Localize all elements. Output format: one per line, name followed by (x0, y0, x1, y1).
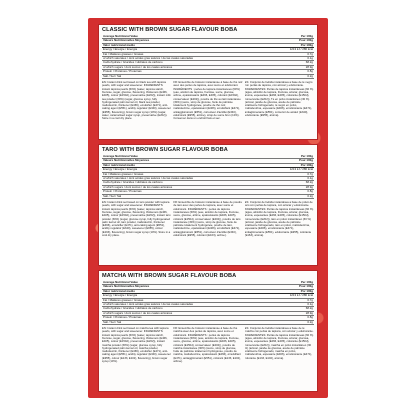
nutrient-value: 0.1g (286, 57, 314, 61)
nutrient-value: 0.8g (286, 190, 314, 194)
nutrition-header-label: Valeurs Nutritionnelles Moyennes (102, 159, 286, 163)
nutrient-name: of which saturates / dont acides gras saturés / de las cuales saturadas (102, 177, 286, 181)
nutrient-value: 0.8g (286, 316, 314, 320)
nutrient-value: 0.8g (286, 70, 314, 74)
ingredients-es: ES: Conjunto de bebida instantánea a base de té matcha con perlas de tapioca, con azúcar y edulcorante. INGREDIENTES: Perlas de tapioca instantáneas (60 %) (agua, almidón de tapioca, fructosa, azúcar, glucosa, aroma, espesantes (E466, E405), colorante (E150d), conservante (E202)), matcha en polvo instantáneo (30 %) (azúcar, jarabe de glucosa, aceite de palmiste totalmente hidrogenado, matcha en polvo, maltodextrina, espesante (E466), emulsionante (E471), colorante (E133, E102), aroma). (244, 327, 314, 360)
nutrition-row (102, 74, 314, 78)
ingredients-en: EN: Instant drink set based on black tea with tapioca pearls, with sugar and sweetener. INGREDIENTS: instant tapioca pearls (60%) (water, tapioca starch, fructose, sugar, glucose, flavouring, thickeners (E466, E405), colour (E150d), preservative (E202)), instant milk tea powder (30%) (sugar, glucose syrup, fully hydrogenated palm kernel oil, black tea powder, maltodextrin, thickener (E466), emulsifier (E471), anti-caking agent (E551), acidity regulator (E340), sweetener (E955), flavouring), brown sugar syrup (10%) (sugar, water, caramelised sugar syrup, preservative (E202)). Store in a cool dry place. (102, 81, 171, 121)
ingredients-en: EN: Instant drink set based on taro powder with tapioca pearls, with sugar and sweetener. INGREDIENTS: instant tapioca pearls (60%) (water, tapioca starch, fructose, sugar, glucose, flavouring, thickeners (E466, E405), colour (E150d), preservative (E202)), instant taro powder (30%) (sugar, glucose syrup, fully hydrogenated palm kernel oil, taro powder, maltodextrin, thickener (E466), emulsifier (E471), anti-caking agent (E551), acidity regulator (E340), sweetener (E955), colour (E163), flavouring), brown sugar syrup (10%). Store in a cool dry place. (102, 201, 171, 238)
nutrient-name: Carbohydrate / Glucides / Hidratos de carbono (102, 307, 286, 311)
nutrition-per-label: Por 100g (286, 289, 314, 293)
nutrient-name: Fat / Matières grasses / Grasas (102, 52, 286, 56)
nutrient-name: of which sugars / dont sucres / de los cuales azúcares (102, 185, 286, 189)
nutrition-per-label: Per 100g (286, 281, 314, 285)
nutrient-name: Fat / Matières grasses / Grasas (102, 298, 286, 302)
product-panel-matcha (98, 270, 318, 392)
product-panel-classic (98, 24, 318, 140)
nutrient-value: 68.2g (286, 307, 314, 311)
nutrient-name: of which sugars / dont sucres / de los cuales azúcares (102, 311, 286, 315)
nutrient-name: of which saturates / dont acides gras saturés / de las cuales saturadas (102, 303, 286, 307)
nutrient-name: Salt / Sel / Sal (102, 320, 286, 324)
nutrition-per-label: Pour 100g (286, 285, 314, 289)
product-title: TARO WITH BROWN SUGAR FLAVOUR BOBA (102, 147, 228, 153)
nutrient-name: Fat / Matières grasses / Grasas (102, 172, 286, 176)
nutrition-row (102, 194, 314, 198)
ingredients-fr: FR: Ensemble de boisson instantanée à base de poudre de taro avec des perles de tapioca, avec sucre et édulcorant. INGRÉDIENTS : perles de tapioca instantanées (60%) (eau, amidon de tapioca, fructose, sucre, glucose, arôme, épaississants (E466, E405), colorant (E150d), conservateur (E202)), poudre de taro instantanée (30%) (sucre, sirop de glucose, huile de palmiste totalement hydrogénée, poudre de taro, maltodextrine, épaississant (E466), émulsifiant (E471), antiagglomérant (E551), correcteur d'acidité (E340), édulcorant (E955), colorant (E163), arôme). (173, 201, 242, 238)
nutrient-value: 0.2g (286, 194, 314, 198)
nutrient-value: 1213 kJ / 286 kcal (286, 294, 314, 298)
nutrient-name: Salt / Sel / Sal (102, 194, 286, 198)
nutrition-per-label: Per 100g (286, 35, 314, 39)
nutrient-value: 0.7g (286, 172, 314, 176)
nutrient-name: Energy / Énergie / Energía (102, 294, 286, 298)
nutrition-per-label: Pour 100g (286, 39, 314, 43)
nutrient-value: 28.9g (286, 185, 314, 189)
nutrition-header-label: Average Nutritional Value (102, 281, 286, 285)
ingredient-columns (102, 201, 314, 262)
nutrient-value: 1213 kJ / 286 kcal (286, 168, 314, 172)
ingredients-es: ES: Conjunto de bebida instantánea a base de polvo de taro con perlas de tapioca, con azúcar y edulcorante. INGREDIENTES: Perlas de tapioca instantáneas (60 %) (agua, almidón de tapioca, fructosa, azúcar, glucosa, aroma, espesantes (E466, E405), colorante (E150d), conservante (E202)), taro en polvo instantáneo (30 %) (azúcar, jarabe de glucosa, aceite de palmiste totalmente hidrogenado, taro en polvo, maltodextrina, espesante (E466), emulsionante (E471), antiaglomerante (E551), edulcorante (E955), colorante (E163), aroma). (244, 201, 314, 238)
nutrition-per-label: Per 100g (286, 155, 314, 159)
nutrient-name: Protein / Protéines / Proteínas (102, 316, 286, 320)
nutrient-value: 0.1g (286, 177, 314, 181)
nutrition-header-label: Valeurs Nutritionnelles Moyennes (102, 39, 286, 43)
product-title: MATCHA WITH BROWN SUGAR FLAVOUR BOBA (102, 273, 237, 279)
nutrient-name: Energy / Énergie / Energía (102, 168, 286, 172)
nutrient-value: 28.9g (286, 311, 314, 315)
nutrient-name: Carbohydrate / Glucides / Hidratos de carbono (102, 61, 286, 65)
nutrition-per-label: Pour 100g (286, 159, 314, 163)
nutrient-value: 0.2g (286, 320, 314, 324)
ingredient-columns (102, 81, 314, 136)
product-panel-taro (98, 144, 318, 266)
nutrition-per-label: Por 100g (286, 163, 314, 167)
nutrient-value: 68.2g (286, 61, 314, 65)
nutrient-value: 28.9g (286, 65, 314, 69)
nutrient-value: 0.1g (286, 303, 314, 307)
nutrient-name: Energy / Énergie / Energía (102, 48, 286, 52)
nutrition-header-label: Valeurs Nutritionnelles Moyennes (102, 285, 286, 289)
nutrition-header-label: Average Nutritional Value (102, 35, 286, 39)
nutrient-name: Salt / Sel / Sal (102, 74, 286, 78)
ingredient-columns (102, 327, 314, 388)
nutrition-per-label: Por 100g (286, 43, 314, 47)
nutrient-name: Protein / Protéines / Proteínas (102, 190, 286, 194)
nutrition-table (102, 155, 314, 199)
label-sheet (88, 18, 328, 398)
nutrition-header-label: Valor nutricional medio (102, 289, 286, 293)
nutrient-name: of which saturates / dont acides gras saturés / de las cuales saturadas (102, 57, 286, 61)
ingredients-fr: FR: Ensemble de boisson instantanée à base de thé noir avec des perles de tapioca, avec sucre et édulcorant. INGRÉDIENTS : perles de tapioca instantanées (60%) (eau, amidon de tapioca, fructose, sucre, glucose, arôme, épaississants (E466, E405), colorant (E150d), conservateur (E202)), poudre de thé au lait instantanée (30%) (sucre, sirop de glucose, huile de palmiste totalement hydrogénée, poudre de thé noir, maltodextrine, épaississant (E466), émulsifiant (E471), antiagglomérant (E551), correcteur d'acidité (E340), édulcorant (E955), arôme), sirop de sucre brun (10%). Conserver dans un endroit frais et sec. (173, 81, 243, 121)
nutrition-header-label: Valor nutricional medio (102, 163, 286, 167)
nutrition-table (102, 281, 314, 325)
nutrition-header-label: Average Nutritional Value (102, 155, 286, 159)
ingredients-es: ES: Conjunto de bebida instantánea a base de té negro con perlas de tapioca, con azúcar y edulcorante. INGREDIENTES: Perlas de tapioca instantáneas (60 %) (agua, almidón de tapioca, fructosa, azúcar, glucosa, aroma, espesantes (E466, E405), colorante (E150d), conservante (E202)), Té en polvo instantáneo (30 %) (azúcar, jarabe de glucosa, aceite de palmiste totalmente hidrogenado, té negro en polvo, maltodextrina, espesante (E466), emulsionante (E471), antiaglomerante (E551), corrector de acidez (E340), edulcorante (E955), aroma). (244, 81, 314, 118)
nutrient-name: Carbohydrate / Glucides / Hidratos de carbono (102, 181, 286, 185)
nutrient-value: 0.7g (286, 52, 314, 56)
nutrient-value: 0.7g (286, 298, 314, 302)
product-title: CLASSIC WITH BROWN SUGAR FLAVOUR BOBA (102, 27, 238, 33)
ingredients-en: EN: Instant drink set based on matcha tea with tapioca pearls, with sugar and sweetener. INGREDIENTS: instant tapioca pearls (60%) (water, tapioca starch, fructose, sugar, glucose, flavouring, thickeners (E466, E405), colour (E150d), preservative (E202)), instant matcha powder (30%) (sugar, glucose syrup, fully hydrogenated palm kernel oil, matcha powder, maltodextrin, thickener (E466), emulsifier (E471), anti-caking agent (E551), acidity regulator (E340), sweetener (E955), colour (E133, E102), flavouring), brown sugar syrup (10%). (102, 327, 171, 364)
nutrition-row (102, 320, 314, 324)
nutrition-header-label: Valor nutricional medio (102, 43, 286, 47)
nutrient-value: 0.2g (286, 74, 314, 78)
nutrient-name: of which sugars / dont sucres / de los cuales azúcares (102, 65, 286, 69)
nutrient-name: Protein / Protéines / Proteínas (102, 70, 286, 74)
nutrition-table (102, 35, 314, 79)
nutrient-value: 1213 kJ / 286 kcal (286, 48, 314, 52)
ingredients-fr: FR: Ensemble de boisson instantanée à base de thé matcha avec des perles de tapioca, avec sucre et édulcorant. INGRÉDIENTS : perles de tapioca instantanées (60%) (eau, amidon de tapioca, fructose, sucre, glucose, arôme, épaississants (E466, E405), colorant (E150d), conservateur (E202)), poudre de matcha instantanée (30%) (sucre, sirop de glucose, huile de palmiste totalement hydrogénée, poudre de matcha, maltodextrine, épaississant (E466), émulsifiant (E471), antiagglomérant (E551), colorant (E133, E102), arôme). (173, 327, 241, 364)
nutrient-value: 68.2g (286, 181, 314, 185)
